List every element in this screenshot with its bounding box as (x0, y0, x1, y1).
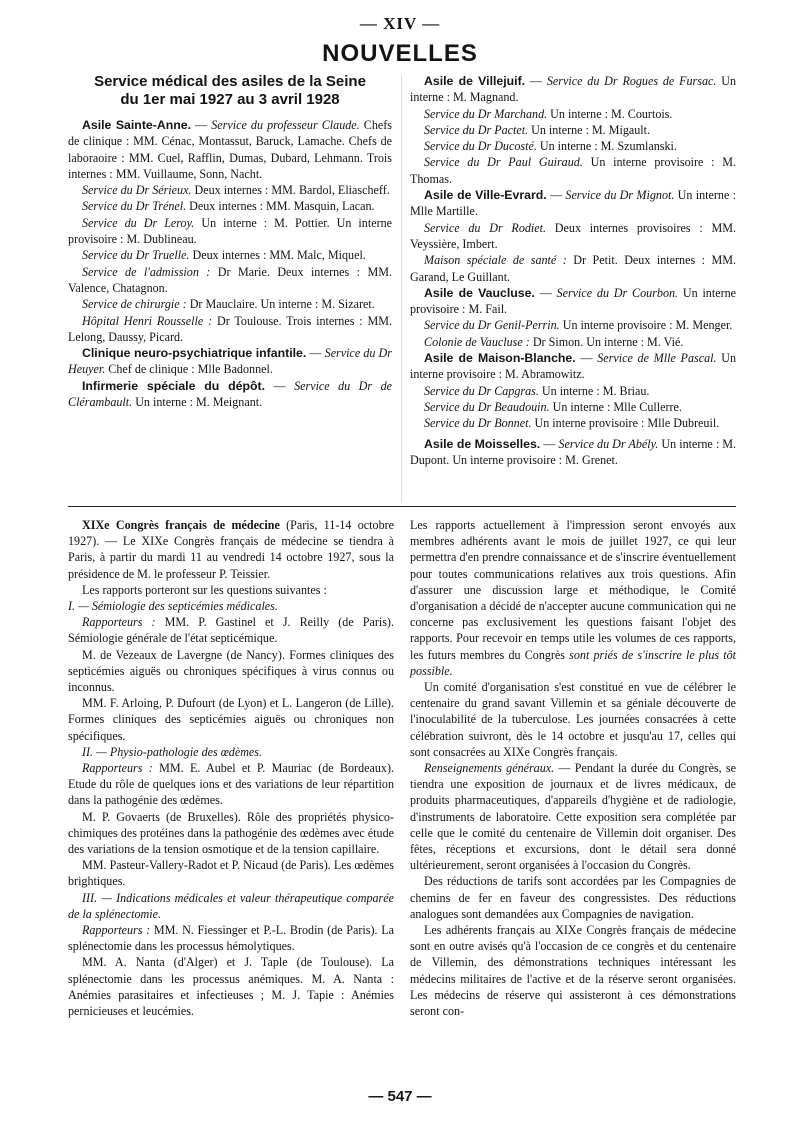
service-leroy: Service du Dr Leroy. Un interne : M. Pottier. Un interne provisoire : M. Dublineau. (68, 215, 393, 247)
congres-column-right (410, 517, 736, 1019)
asile-sainte-anne: Asile Sainte-Anne. — Service du professeur Claude. Chefs de clinique : MM. Cénac, Montassut, Baruck, Lamache. Chefs de laboraoire : MM. Cuel, Rafflin, Dumas, Dubard, Lehmann. Trois internes : MM. Vuillaume, Sonn, Nacht. (68, 118, 393, 181)
asile-villejuif: Asile de Villejuif. — Service du Dr Rogues de Fursac. Un interne : M. Magnand. (410, 74, 737, 105)
clinique-infantile: Clinique neuro-psychiatrique infantile. — Service du Dr Heuyer. Chef de clinique : Mlle Badonnel. (68, 346, 392, 377)
congres-intro: XIXe Congrès français de médecine (Paris, 11-14 octobre 1927). — Le XIXe Congrès français de médecine se tiendra à Paris, à partir du mardi 11 au vendredi 14 octobre 1927, sous la présidence de M. le professeur P. Teissier. (68, 518, 395, 581)
page-number: — 547 — (368, 1088, 432, 1105)
rapport-1c: MM. F. Arloing, P. Dufourt (de Lyon) et L. Langeron (de Lille). Formes cliniques des septicémies aiguës ou chroniques non spécifiques. (68, 696, 394, 743)
section-title: NOUVELLES (322, 40, 478, 67)
maison-speciale-sante: Maison spéciale de santé : Dr Petit. Deux internes : MM. Garand, Le Guillant. (410, 253, 737, 284)
rapport-1b: M. de Vezeaux de Lavergne (de Nancy). Formes cliniques des septicémies aiguës ou chroniques spécifiques à virus connus ou inconnus. (68, 647, 394, 695)
congres-comite: Un comité d'organisation s'est constitué en vue de célébrer le centenaire du grand savant Villemin et sa géniale découverte de l'inoculabilité de la tuberculose. Les journées consacrées à cette célébration suivront, dès le 14 octobre et jusqu'au 17, celles qui sont consacrées au XIXe Congrès français. (410, 680, 736, 759)
service-pactet: Service du Dr Pactet. Un interne : M. Migault. (424, 122, 651, 137)
service-truelle: Service du Dr Truelle. Deux internes : MM. Malc, Miquel. (82, 248, 366, 263)
congres-renseignements: Renseignements généraux. — Pendant la durée du Congrès, se tiendra une exposition de journaux et de livres médicaux, de produits pharmaceutiques, d'appareils d'hygiène et de radiologie, d'instruments de laboratoire. Cette exposition sera complétée par celle que le comité du centenaire de Villemin doit organiser. Des fêtes, réceptions et excursions, dont le détail sera donné ultérieurement, seront organisées à l'occasion du Congrès. (410, 761, 736, 873)
service-bonnet: Service du Dr Bonnet. Un interne provisoire : Mlle Dubreuil. (424, 416, 720, 431)
service-admission: Service de l'admission : Dr Marie. Deux internes : MM. Valence, Chatagnon. (68, 264, 392, 295)
column-divider (401, 75, 402, 503)
rapport-2b: M. P. Govaerts (de Bruxelles). Rôle des propriétés physico-chimiques des protéines dans la pathogénie des œdèmes avec étude des variations de la tension osmotique et de la tension capillaire. (68, 809, 394, 857)
rapporteurs-1: Rapporteurs : MM. P. Gastinel et J. Reilly (de Paris). Sémiologie générale de l'état septicémique. (68, 615, 394, 646)
rapport-3b: MM. A. Nanta (d'Alger) et J. Taple (de Toulouse). La splénectomie dans les processus anémiques. M. A. Nanta : Anémies parasitaires et infectieuses ; M. J. Tapie : Anémies pernicieuses et leucémies. (68, 955, 394, 1019)
congres-adherents: Les adhérents français au XIXe Congrès français de médecine sont en outre avisés qu'à l'occasion de ce congrès et du centenaire de Villemin, des démonstrations techniques intéressant les médecins militaires de l'active et de la réserve seront organisées. Les médecins de réserve qui assisteront à ces démonstrations seront con- (410, 923, 736, 1019)
congres-column-left (68, 517, 394, 1019)
service-ducoste: Service du Dr Ducosté. Un interne : M. Szumlanski. (424, 139, 677, 154)
service-column-right (410, 73, 736, 468)
rapporteurs-3: Rapporteurs : MM. N. Fiessinger et P.-L. Brodin (de Paris). La splénectomie dans les processus hémolytiques. (68, 923, 394, 954)
colonie-vaucluse: Colonie de Vaucluse : Dr Simon. Un interne : M. Vié. (424, 334, 684, 349)
service-rodiet: Service du Dr Rodiet. Deux internes provisoires : MM. Veyssière, Imbert. (410, 220, 736, 251)
service-chirurgie: Service de chirurgie : Dr Mauclaire. Un interne : M. Sizaret. (82, 297, 375, 312)
congres-reductions: Des réductions de tarifs sont accordées par les Compagnies de chemins de fer en faveur des congressistes. Des réductions analogues sont demandées aux Compagnies de navigation. (410, 874, 736, 921)
congres-rapports: Les rapports porteront sur les questions suivantes : (82, 582, 327, 597)
service-title: Service médical des asiles de la Seine du 1er mai 1927 au 3 avril 1928 (94, 73, 366, 108)
service-guiraud: Service du Dr Paul Guiraud. Un interne provisoire : M. Thomas. (410, 155, 736, 186)
roman-page-number: — XIV — (359, 14, 441, 33)
service-serieux: Service du Dr Sérieux. Deux internes : MM. Bardol, Eliascheff. (82, 183, 390, 198)
question-3: III. — Indications médicales et valeur thérapeutique comparée de la splénectomie. (68, 890, 394, 921)
asile-ville-evrard: Asile de Ville-Evrard. — Service du Dr Mignot. Un interne : Mlle Martille. (410, 188, 736, 219)
question-1: I. — Sémiologie des septicémies médicales. (68, 599, 278, 614)
service-column-left (68, 73, 392, 410)
service-beaudouin: Service du Dr Beaudouin. Un interne : Mlle Cullerre. (424, 399, 682, 414)
asile-moisselles: Asile de Moisselles. — Service du Dr Abély. Un interne : M. Dupont. Un interne provisoire : M. Grenet. (410, 436, 737, 467)
service-capgras: Service du Dr Capgras. Un interne : M. Briau. (424, 383, 650, 398)
hopital-henri-rousselle: Hôpital Henri Rousselle : Dr Toulouse. Trois internes : MM. Lelong, Daussy, Picard. (68, 313, 392, 344)
service-trenel: Service du Dr Trénel. Deux internes : MM. Masquin, Lacan. (82, 199, 375, 214)
congres-impression: Les rapports actuellement à l'impression seront envoyés aux membres adhérents avant le mois de juillet 1927, ce qui leur permettra d'en prendre connaissance et de s'inscrire éventuellement pour toutes communications relatives aux trois questions. Afin d'assurer une discussion large et méthodique, le Comité d'organisation a décidé de n'accepter aucune communication qui ne concerne pas exclusivement les questions faisant l'objet des rapports. Pour recevoir en temps utile les volumes de ces rapports, les futurs membres du Congrès sont priés de s'inscrire le plus tôt possible. (410, 518, 736, 678)
rapport-2c: MM. Pasteur-Vallery-Radot et P. Nicaud (de Paris). Les œdèmes brightiques. (68, 858, 394, 889)
question-2: II. — Physio-pathologie des œdèmes. (82, 744, 263, 759)
asile-vaucluse: Asile de Vaucluse. — Service du Dr Courbon. Un interne provisoire : M. Fail. (410, 285, 737, 317)
horizontal-rule (68, 506, 736, 507)
asile-maison-blanche: Asile de Maison-Blanche. — Service de Mlle Pascal. Un interne provisoire : M. Abramowitz. (410, 351, 737, 382)
infirmerie-depot: Infirmerie spéciale du dépôt. — Service du Dr de Clérambault. Un interne : M. Meignant. (68, 378, 392, 410)
rapporteurs-2: Rapporteurs : MM. E. Aubel et P. Mauriac (de Bordeaux). Etude du rôle de quelques ions et des variations de leur répartition dans la pathogénie des œdèmes. (68, 761, 395, 808)
service-marchand: Service du Dr Marchand. Un interne : M. Courtois. (424, 106, 673, 121)
service-genil-perrin: Service du Dr Genil-Perrin. Un interne provisoire : M. Menger. (424, 318, 733, 333)
